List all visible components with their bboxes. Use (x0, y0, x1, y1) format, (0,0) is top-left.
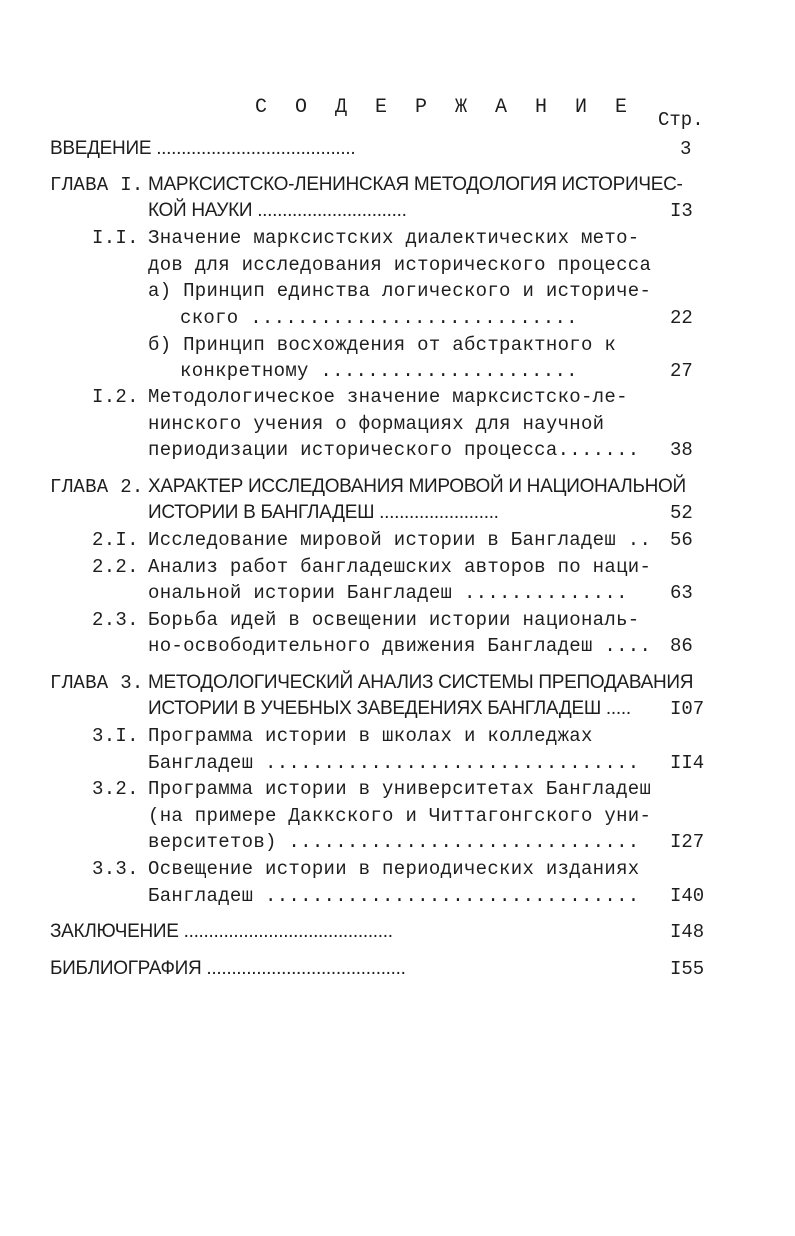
section-title-line: Значение марксистских диалектических мето- (148, 227, 640, 249)
section-title-line: Программа истории в университетах Бангладеш (148, 778, 652, 800)
section-number: 3.2. (92, 778, 139, 800)
section-number: I.2. (92, 386, 139, 408)
subsection-title-line: а) Принцип единства логического и историче- (148, 280, 652, 302)
section-title-line: периодизации исторического процесса....... (148, 439, 640, 461)
chapter-title-line: ИСТОРИИ В УЧЕБНЫХ ЗАВЕДЕНИЯХ БАНГЛАДЕШ ..... (148, 698, 631, 719)
section-title-line: дов для исследования исторического процесса (148, 254, 652, 276)
section-number: 2.3. (92, 609, 139, 631)
page-number: I3 (670, 200, 693, 222)
page-number: 3 (680, 138, 692, 160)
section-title-line: но-освободительного движения Бангладеш .... (148, 635, 652, 657)
section-number: 3.I. (92, 725, 139, 747)
page-number: 56 (670, 529, 693, 551)
chapter-label: ГЛАВА 2. (50, 476, 144, 498)
section-title-line: Борьба идей в освещении истории националь- (148, 609, 640, 631)
section-title-line: Анализ работ бангладешских авторов по наци- (148, 556, 652, 578)
section-title-line: нинского учения о формациях для научной (148, 413, 605, 435)
page-number: I07 (670, 698, 705, 720)
page-number: 27 (670, 360, 693, 382)
page-title: С О Д Е Р Ж А Н И Е (255, 96, 636, 119)
toc-entry-bibliography: БИБЛИОГРАФИЯ ........................................ (50, 958, 406, 979)
chapter-title-line: ИСТОРИИ В БАНГЛАДЕШ ........................ (148, 502, 499, 523)
subsection-title-line: б) Принцип восхождения от абстрактного к (148, 334, 617, 356)
toc-entry-introduction: ВВЕДЕНИЕ ........................................ (50, 138, 356, 159)
section-number: 2.2. (92, 556, 139, 578)
page-number: I27 (670, 831, 705, 853)
chapter-title-line: КОЙ НАУКИ .............................. (148, 200, 407, 221)
section-title-line: Освещение истории в периодических изданиях (148, 858, 640, 880)
page-column-label: Стр. (658, 109, 704, 131)
page-number: I48 (670, 921, 705, 943)
section-title-line: Программа истории в школах и колледжах (148, 725, 593, 747)
section-number: 3.3. (92, 858, 139, 880)
page-number: I55 (670, 958, 705, 980)
page-number: 22 (670, 307, 693, 329)
subsection-title-line: ского ............................ (180, 307, 578, 329)
page-number: 38 (670, 439, 693, 461)
section-title-line: (на примере Даккского и Читтагонгского уни- (148, 805, 652, 827)
toc-entry-conclusion: ЗАКЛЮЧЕНИЕ .......................................... (50, 921, 393, 942)
section-number: I.I. (92, 227, 139, 249)
section-title-line: ональной истории Бангладеш .............. (148, 582, 628, 604)
chapter-title-line: МАРКСИСТСКО-ЛЕНИНСКАЯ МЕТОДОЛОГИЯ ИСТОРИЧЕС- (148, 174, 683, 195)
page-number: 63 (670, 582, 693, 604)
page-number: II4 (670, 752, 705, 774)
page-number: I40 (670, 885, 705, 907)
page-number: 52 (670, 502, 693, 524)
section-title-line: Исследование мировой истории в Бангладеш .. (148, 529, 652, 551)
section-title-line: верситетов) .............................. (148, 831, 640, 853)
chapter-label: ГЛАВА 3. (50, 672, 144, 694)
section-title-line: Бангладеш ................................ (148, 885, 640, 907)
chapter-label: ГЛАВА I. (50, 174, 144, 196)
section-title-line: Бангладеш ................................ (148, 752, 640, 774)
section-title-line: Методологическое значение марксистско-ле- (148, 386, 628, 408)
chapter-title-line: ХАРАКТЕР ИССЛЕДОВАНИЯ МИРОВОЙ И НАЦИОНАЛЬНОЙ (148, 476, 686, 497)
section-number: 2.I. (92, 529, 139, 551)
page-number: 86 (670, 635, 693, 657)
chapter-title-line: МЕТОДОЛОГИЧЕСКИЙ АНАЛИЗ СИСТЕМЫ ПРЕПОДАВАНИЯ (148, 672, 694, 693)
subsection-title-line: конкретному ...................... (180, 360, 578, 382)
